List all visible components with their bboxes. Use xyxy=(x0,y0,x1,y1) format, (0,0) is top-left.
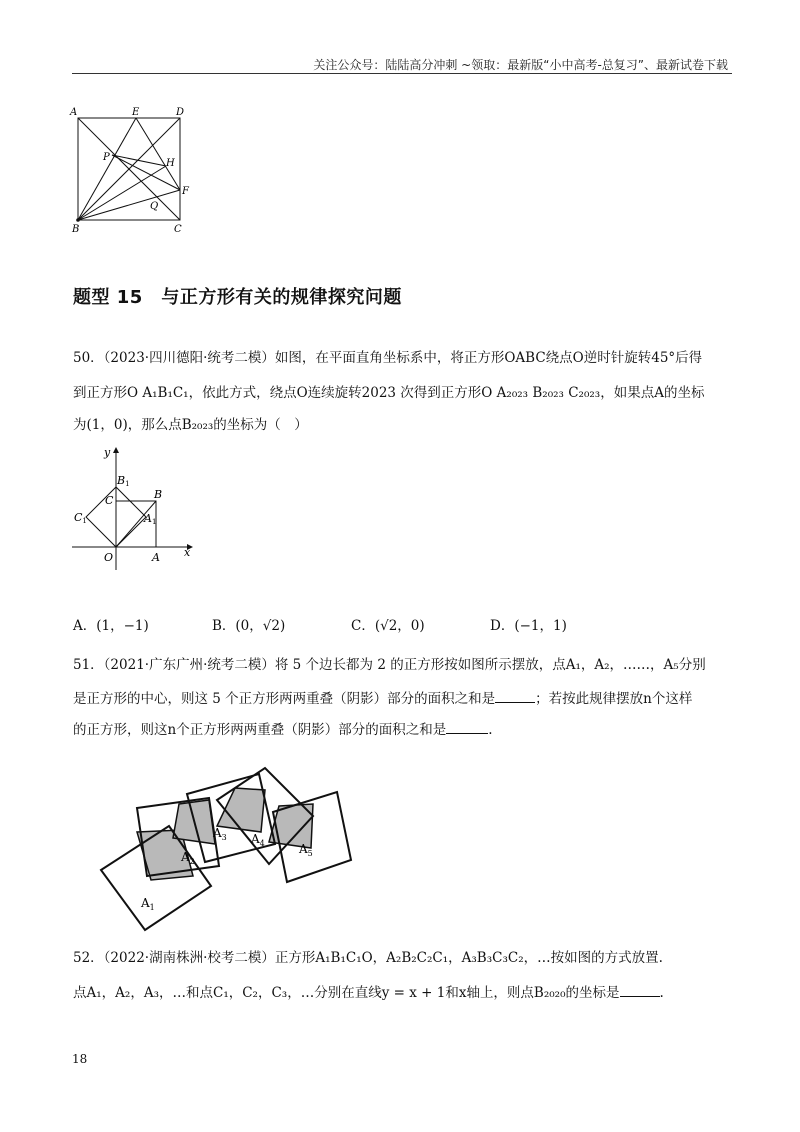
label-A: A xyxy=(152,551,160,564)
label-B: B xyxy=(154,488,163,501)
q50-line3: 为(1，0)，那么点B₂₀₂₃的坐标为（ ） xyxy=(73,417,308,433)
q51-answer-blank-2[interactable] xyxy=(446,719,488,734)
label-C: C xyxy=(105,494,114,507)
label-B1: B1 xyxy=(117,474,130,488)
page-number: 18 xyxy=(72,1052,88,1066)
q51-line2 xyxy=(73,688,692,709)
label-P: P xyxy=(103,152,110,163)
figure-square-ABCD xyxy=(66,100,196,240)
q52-answer-blank[interactable] xyxy=(620,982,660,997)
label-C: C xyxy=(174,224,182,235)
label-A2: $A_2$ xyxy=(181,850,195,866)
label-E: E xyxy=(132,107,140,118)
q50-line2: 到正方形O A₁B₁C₁，依此方式，绕点O连续旋转2023 次得到正方形O A₂₀₂₃ B₂₀₂₃ C₂₀₂₃，如果点A的坐标 xyxy=(73,385,705,401)
label-D: D xyxy=(176,107,185,118)
label-A3: $A_3$ xyxy=(213,826,227,842)
option-D[interactable]: D．(−1，1) xyxy=(490,618,567,634)
q50-line1: 50．（2023·四川德阳·统考二模）如图，在平面直角坐标系中，将正方形OABC绕点O逆时针旋转45°后得 xyxy=(73,350,703,366)
label-C1: C1 xyxy=(74,511,87,525)
q52-line2-text-b: . xyxy=(659,985,664,1001)
label-B: B xyxy=(72,224,80,235)
q51-line3-text-b: . xyxy=(488,722,493,738)
label-F: F xyxy=(182,186,189,197)
label-A4: $A_4$ xyxy=(251,832,265,848)
q51-line2-text-b: ；若按此规律摆放n个这样 xyxy=(535,691,693,707)
q51-line3-text-a: 的正方形，则这n个正方形两两重叠（阴影）部分的面积之和是 xyxy=(73,722,447,738)
q51-line2-text-a: 是正方形的中心，则这 5 个正方形两两重叠（阴影）部分的面积之和是 xyxy=(73,691,496,707)
q51-line1: 51．（2021·广东广州·统考二模）将 5 个边长都为 2 的正方形按如图所示摆放，点A₁，A₂，……，A₅分别 xyxy=(73,657,706,673)
label-A1: $A_1$ xyxy=(141,896,155,912)
label-Q: Q xyxy=(150,201,159,212)
page-header: 关注公众号：陆陆高分冲刺 ~领取：最新版“小中高考-总复习”、最新试卷下载 xyxy=(313,58,728,72)
q52-line1: 52．（2022·湖南株洲·校考二模）正方形A₁B₁C₁O，A₂B₂C₂C₁，A₃B₃C₃C₂，…按如图的方式放置. xyxy=(73,950,663,966)
axis-y-label: y xyxy=(104,446,111,459)
option-C[interactable]: C．(√2，0) xyxy=(351,618,425,634)
figure-coordinate-rotation xyxy=(68,440,200,575)
section-title: 题型 15 与正方形有关的规律探究问题 xyxy=(73,287,402,308)
label-A: A xyxy=(70,107,78,118)
q51-answer-blank-1[interactable] xyxy=(495,688,535,703)
option-A[interactable]: A．(1，−1) xyxy=(73,618,149,634)
axis-x-label: x xyxy=(184,546,191,559)
header-rule xyxy=(72,73,732,74)
q51-line3 xyxy=(73,719,493,740)
option-B[interactable]: B．(0，√2) xyxy=(212,618,286,634)
label-H: H xyxy=(166,158,175,169)
figure-five-squares xyxy=(95,760,360,935)
q52-line2 xyxy=(73,982,664,1003)
label-A1: A1 xyxy=(144,512,157,526)
label-A5: $A_5$ xyxy=(299,842,313,858)
label-O: O xyxy=(104,551,114,564)
q52-line2-text-a: 点A₁，A₂，A₃，…和点C₁，C₂，C₃，…分别在直线y = x + 1和x轴上，则点B₂₀₂₀的坐标是 xyxy=(73,985,620,1001)
